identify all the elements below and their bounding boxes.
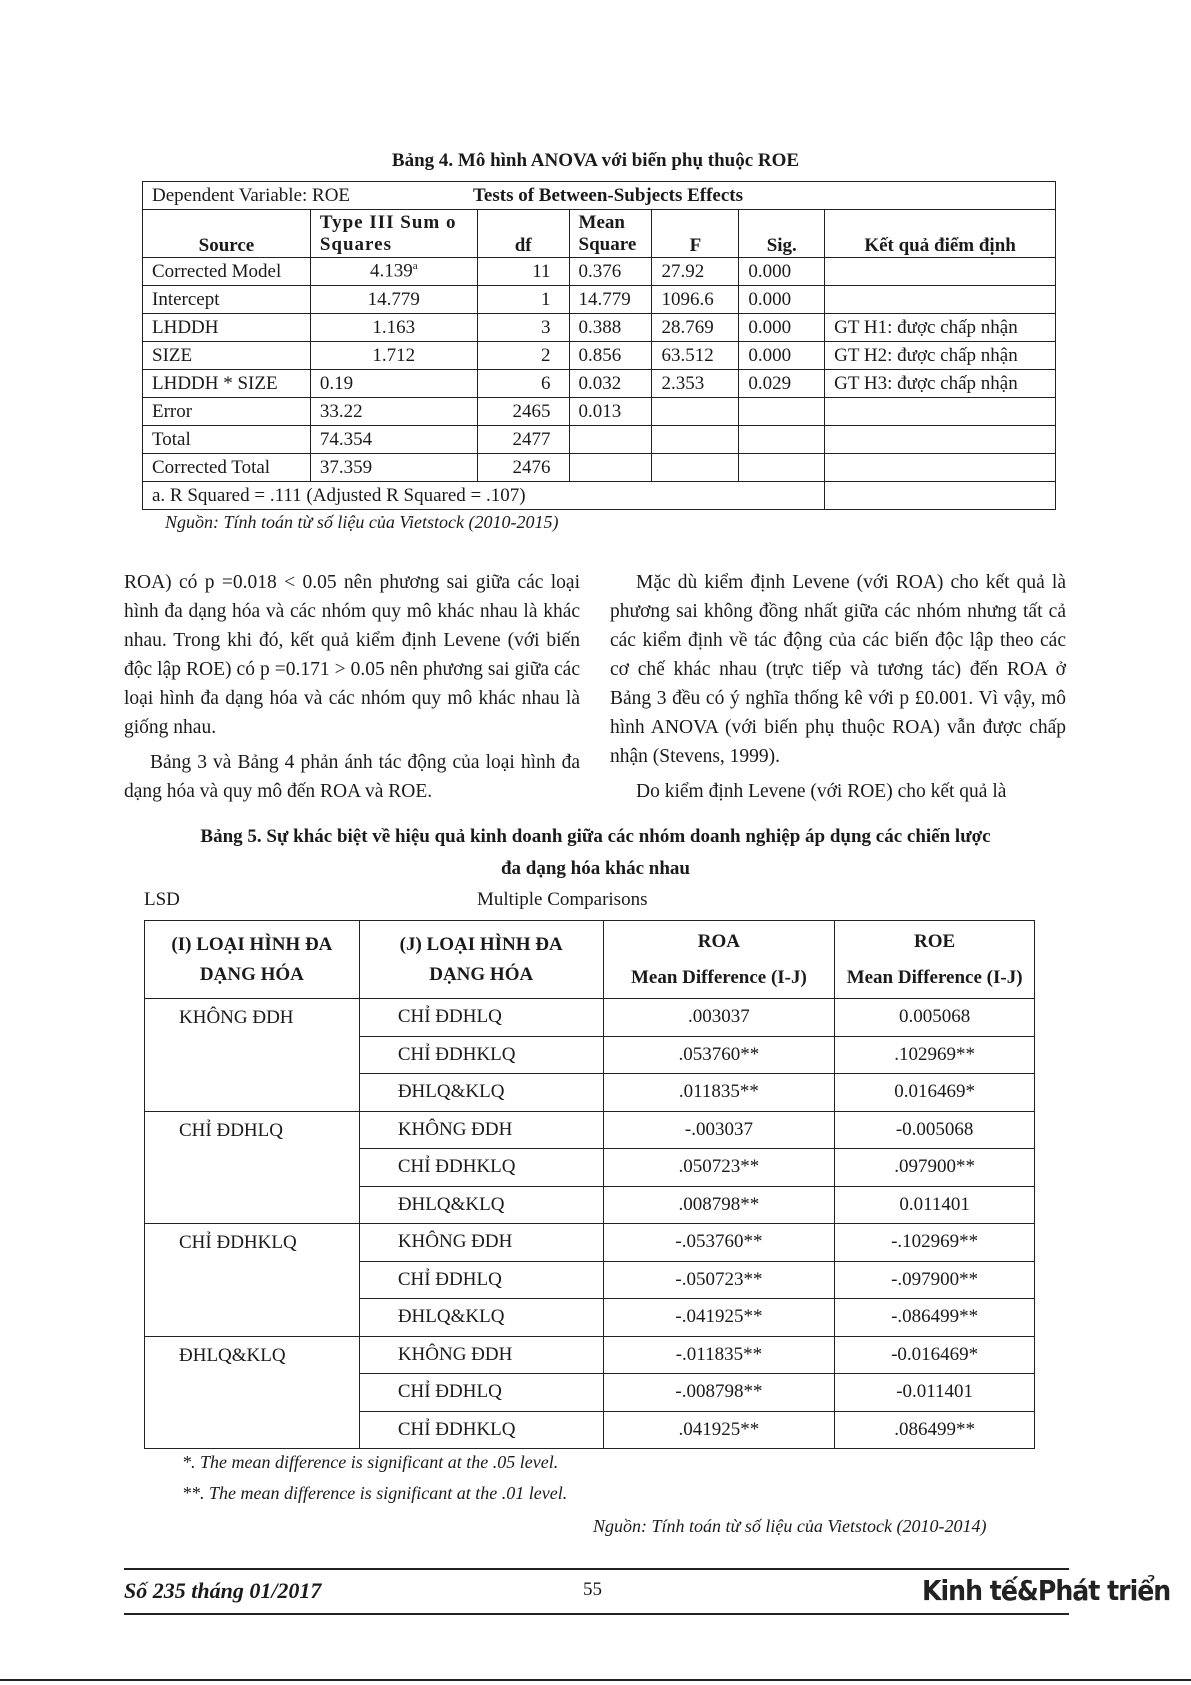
left-column	[124, 568, 580, 812]
roa-diff-cell: -.011835**	[603, 1336, 835, 1374]
roe-diff-cell: 0.016469*	[835, 1074, 1035, 1112]
col-roe	[835, 921, 1035, 999]
dep-var-label: Dependent Variable: ROE	[152, 184, 351, 206]
anova-footnote: a. R Squared = .111 (Adjusted R Squared = .107)	[143, 482, 825, 510]
anova-row	[143, 258, 1056, 286]
col-ss-top: Type III Sum o	[319, 211, 457, 233]
anova-result-cell	[825, 258, 1056, 286]
col-roa-sub: Mean Difference (I-J)	[630, 966, 807, 988]
anova-result-cell	[825, 454, 1056, 482]
col-group-j-line2: DẠNG HÓA	[429, 963, 534, 985]
table4-source: Nguồn: Tính toán từ số liệu của Vietstock (2010-2015)	[165, 512, 559, 532]
comparison-row	[145, 1336, 1035, 1374]
page-bottom-rule	[0, 1679, 1191, 1681]
col-ms-bottom: Square	[578, 233, 637, 255]
comparison-row	[145, 999, 1035, 1037]
note-01: **. The mean difference is significant at the .01 level.	[182, 1483, 568, 1503]
group-j-cell: CHỈ ĐDHLQ	[359, 1261, 603, 1299]
anova-result-cell	[825, 426, 1056, 454]
anova-df-cell: 2465	[477, 398, 569, 426]
col-roa-title: ROA	[697, 930, 741, 952]
anova-df-cell: 1	[477, 286, 569, 314]
col-source: Source	[143, 210, 311, 258]
table5-caption-line1: Bảng 5. Sự khác biệt về hiệu quả kinh doanh giữa các nhóm doanh nghiệp áp dụng các chiến lược	[200, 826, 991, 847]
anova-ss-cell: 14.779	[310, 286, 477, 314]
group-j-cell: ĐHLQ&KLQ	[359, 1186, 603, 1224]
anova-source-cell: LHDDH	[143, 314, 311, 342]
anova-source-cell: Error	[143, 398, 311, 426]
anova-df-cell: 11	[477, 258, 569, 286]
anova-source-cell: Corrected Model	[143, 258, 311, 286]
group-i-cell: ĐHLQ&KLQ	[145, 1336, 360, 1449]
group-j-cell: ĐHLQ&KLQ	[359, 1074, 603, 1112]
anova-ms-cell: 0.388	[569, 314, 652, 342]
col-f: F	[652, 210, 739, 258]
multiple-comparisons-table	[144, 920, 1035, 1449]
roa-diff-cell: -.041925**	[603, 1299, 835, 1337]
col-roe-title: ROE	[914, 930, 956, 952]
anova-df-cell: 6	[477, 370, 569, 398]
roe-diff-cell: .097900**	[835, 1149, 1035, 1187]
anova-sig-cell: 0.000	[739, 314, 825, 342]
table5-caption-line2: đa dạng hóa khác nhau	[500, 858, 691, 879]
anova-df-cell: 2477	[477, 426, 569, 454]
left-paragraph-1: ROA) có p =0.018 < 0.05 nên phương sai giữa các loại hình đa dạng hóa và các nhóm quy mô khác nhau là khác nhau. Trong khi đó, kết quả kiểm định Levene (với biến độc lập ROE) có p =0.171 > 0.05 nên phương sai giữa các loại hình đa dạng hóa và các nhóm quy mô khác nhau là giống nhau.	[124, 572, 580, 738]
note-05: *. The mean difference is significant at the .05 level.	[182, 1452, 559, 1472]
col-group-j	[359, 921, 603, 999]
anova-source-cell: Total	[143, 426, 311, 454]
roa-diff-cell: .011835**	[603, 1074, 835, 1112]
anova-sig-cell	[739, 398, 825, 426]
roa-diff-cell: -.003037	[603, 1111, 835, 1149]
dep-var-row	[143, 182, 1056, 210]
anova-ms-cell: 0.376	[569, 258, 652, 286]
anova-f-cell: 2.353	[652, 370, 739, 398]
roe-diff-cell: .086499**	[835, 1411, 1035, 1449]
page-number: 55	[583, 1579, 602, 1600]
anova-result-cell	[825, 286, 1056, 314]
roe-diff-cell: -0.005068	[835, 1111, 1035, 1149]
comparison-row	[145, 1111, 1035, 1149]
col-group-i-line1: (I) LOẠI HÌNH ĐA	[171, 933, 333, 955]
col-ms	[569, 210, 652, 258]
anova-table	[142, 181, 1056, 510]
anova-sig-cell: 0.000	[739, 286, 825, 314]
anova-result-cell	[825, 398, 1056, 426]
anova-source-cell: Intercept	[143, 286, 311, 314]
group-j-cell: KHÔNG ĐDH	[359, 1111, 603, 1149]
col-roa	[603, 921, 835, 999]
anova-df-cell: 3	[477, 314, 569, 342]
col-roe-sub: Mean Difference (I-J)	[846, 966, 1023, 988]
anova-ss-cell: 0.19	[310, 370, 477, 398]
anova-ms-cell: 0.013	[569, 398, 652, 426]
anova-source-cell: LHDDH * SIZE	[143, 370, 311, 398]
roe-diff-cell: -.097900**	[835, 1261, 1035, 1299]
lsd-label: LSD	[144, 889, 180, 910]
left-paragraph-2: Bảng 3 và Bảng 4 phản ánh tác động của loại hình đa dạng hóa và quy mô đến ROA và ROE.	[124, 752, 580, 802]
anova-f-cell	[652, 454, 739, 482]
roe-diff-cell: 0.005068	[835, 999, 1035, 1037]
roa-diff-cell: .053760**	[603, 1036, 835, 1074]
roa-diff-cell: .008798**	[603, 1186, 835, 1224]
right-column	[610, 568, 1066, 812]
group-j-cell: CHỈ ĐDHKLQ	[359, 1036, 603, 1074]
anova-row	[143, 342, 1056, 370]
anova-result-cell: GT H1: được chấp nhận	[825, 314, 1056, 342]
anova-sig-cell: 0.000	[739, 342, 825, 370]
anova-result-cell: GT H2: được chấp nhận	[825, 342, 1056, 370]
roe-diff-cell: .102969**	[835, 1036, 1035, 1074]
col-ss-bottom: Squares	[319, 233, 392, 255]
col-sig: Sig.	[739, 210, 825, 258]
anova-sig-cell: 0.000	[739, 258, 825, 286]
col-group-i-line2: DẠNG HÓA	[199, 963, 304, 985]
anova-ss-cell: 1.163	[310, 314, 477, 342]
col-ss	[310, 210, 477, 258]
anova-ss-cell: 4.139$^a$	[310, 258, 477, 286]
col-group-j-line1: (J) LOẠI HÌNH ĐA	[399, 933, 563, 955]
roa-diff-cell: -.008798**	[603, 1374, 835, 1412]
anova-source-cell: SIZE	[143, 342, 311, 370]
anova-row	[143, 314, 1056, 342]
roe-diff-cell: -0.011401	[835, 1374, 1035, 1412]
roe-diff-cell: -.086499**	[835, 1299, 1035, 1337]
roa-diff-cell: -.053760**	[603, 1224, 835, 1262]
anova-ms-cell: 0.856	[569, 342, 652, 370]
right-paragraph-1: Mặc dù kiểm định Levene (với ROA) cho kết quả là phương sai không đồng nhất giữa các nhóm nhưng tất cả các kiểm định về tác động của các biến độc lập theo các cơ chế khác nhau (trực tiếp và tương tác) đến ROA ở Bảng 3 đều có ý nghĩa thống kê với p £0.001. Vì vậy, mô hình ANOVA (với biến phụ thuộc ROA) vẫn được chấp nhận (Stevens, 1999).	[610, 572, 1066, 767]
anova-df-cell: 2476	[477, 454, 569, 482]
roe-diff-cell: -.102969**	[835, 1224, 1035, 1262]
anova-sig-cell: 0.029	[739, 370, 825, 398]
group-j-cell: CHỈ ĐDHLQ	[359, 1374, 603, 1412]
roa-diff-cell: -.050723**	[603, 1261, 835, 1299]
anova-source-cell: Corrected Total	[143, 454, 311, 482]
group-i-cell: CHỈ ĐDHLQ	[145, 1111, 360, 1224]
anova-ms-cell	[569, 454, 652, 482]
anova-row	[143, 426, 1056, 454]
anova-title: Tests of Between-Subjects Effects	[473, 184, 743, 206]
group-i-cell: CHỈ ĐDHKLQ	[145, 1224, 360, 1337]
anova-result-cell: GT H3: được chấp nhận	[825, 370, 1056, 398]
table4-caption: Bảng 4. Mô hình ANOVA với biến phụ thuộc ROE	[391, 150, 800, 171]
anova-row	[143, 370, 1056, 398]
roa-diff-cell: .041925**	[603, 1411, 835, 1449]
anova-ms-cell: 14.779	[569, 286, 652, 314]
right-paragraph-2: Do kiểm định Levene (với ROE) cho kết quả là	[636, 781, 1007, 802]
journal-logo: Kinh tế&Phát triển	[922, 1574, 1171, 1607]
anova-ss-cell: 37.359	[310, 454, 477, 482]
group-j-cell: ĐHLQ&KLQ	[359, 1299, 603, 1337]
anova-row	[143, 286, 1056, 314]
roe-diff-cell: 0.011401	[835, 1186, 1035, 1224]
roa-diff-cell: .050723**	[603, 1149, 835, 1187]
anova-ms-cell	[569, 426, 652, 454]
anova-ms-cell: 0.032	[569, 370, 652, 398]
footer-top-rule	[124, 1568, 1069, 1570]
group-j-cell: KHÔNG ĐDH	[359, 1224, 603, 1262]
anova-f-cell	[652, 426, 739, 454]
anova-df-cell: 2	[477, 342, 569, 370]
col-df: df	[477, 210, 569, 258]
anova-f-cell	[652, 398, 739, 426]
roa-diff-cell: .003037	[603, 999, 835, 1037]
anova-row	[143, 454, 1056, 482]
anova-ss-cell: 74.354	[310, 426, 477, 454]
col-ms-top: Mean	[578, 211, 625, 233]
footer-bottom-rule	[124, 1613, 1069, 1615]
anova-ss-cell: 1.712	[310, 342, 477, 370]
multiple-comparisons-title: Multiple Comparisons	[477, 889, 648, 910]
anova-f-cell: 1096.6	[652, 286, 739, 314]
anova-ss-cell: 33.22	[310, 398, 477, 426]
col-group-i	[145, 921, 360, 999]
col-result: Kết quả điểm định	[825, 210, 1056, 258]
roe-diff-cell: -0.016469*	[835, 1336, 1035, 1374]
table5-source: Nguồn: Tính toán từ số liệu của Vietstock (2010-2014)	[593, 1516, 987, 1536]
group-j-cell: KHÔNG ĐDH	[359, 1336, 603, 1374]
superscript-a: a	[412, 260, 418, 273]
anova-f-cell: 28.769	[652, 314, 739, 342]
group-j-cell: CHỈ ĐDHKLQ	[359, 1149, 603, 1187]
issue-label: Số 235 tháng 01/2017	[124, 1578, 322, 1603]
group-j-cell: CHỈ ĐDHLQ	[359, 999, 603, 1037]
comparison-row	[145, 1224, 1035, 1262]
group-j-cell: CHỈ ĐDHKLQ	[359, 1411, 603, 1449]
anova-f-cell: 63.512	[652, 342, 739, 370]
anova-f-cell: 27.92	[652, 258, 739, 286]
anova-row	[143, 398, 1056, 426]
anova-sig-cell	[739, 454, 825, 482]
group-i-cell: KHÔNG ĐDH	[145, 999, 360, 1112]
anova-sig-cell	[739, 426, 825, 454]
